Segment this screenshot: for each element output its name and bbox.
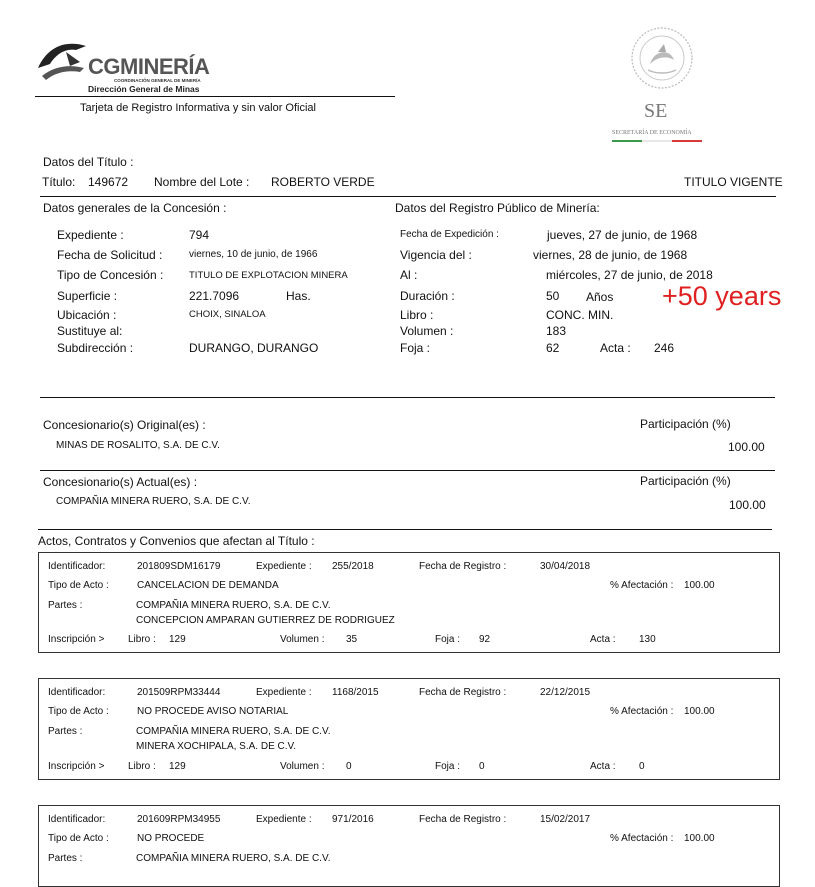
inscripcion-label: Inscripción > (48, 761, 105, 772)
vigencia-label: Vigencia del : (400, 248, 472, 262)
fecha-registro-label: Fecha de Registro : (419, 814, 507, 825)
parte-1: COMPAÑIA MINERA RUERO, S.A. DE C.V. (136, 853, 331, 864)
acto-expediente-label: Expediente : (256, 687, 312, 698)
expediente-label: Expediente : (57, 228, 124, 242)
fecha-registro-value: 15/02/2017 (540, 814, 591, 825)
tipo-concesion-label: Tipo de Concesión : (57, 268, 164, 282)
superficie-unit: Has. (286, 289, 311, 303)
tipo-acto-label: Tipo de Acto : (48, 580, 109, 591)
titulo-value: 149672 (88, 175, 129, 189)
sustituye-label: Sustituye al: (57, 324, 123, 338)
acto-id: 201809SDM16179 (137, 561, 221, 572)
lote-label: Nombre del Lote : (154, 175, 250, 189)
acto-expediente-label: Expediente : (256, 561, 312, 572)
insc-foja-label: Foja : (435, 761, 461, 772)
section-rule-3 (38, 529, 772, 530)
acto-id: 201609RPM34955 (137, 814, 221, 825)
al-value: miércoles, 27 de junio, de 2018 (546, 268, 713, 282)
insc-volumen-value: 0 (346, 761, 352, 772)
solicitud-value: viernes, 10 de junio, de 1966 (189, 249, 318, 260)
afectacion-label: % Afectación : (610, 580, 674, 591)
actual-name: COMPAÑIA MINERA RUERO, S.A. DE C.V. (56, 496, 251, 507)
identificador-label: Identificador: (48, 687, 106, 698)
subdireccion-label: Subdirección : (57, 341, 134, 355)
acto-card (38, 678, 780, 780)
header-rule (35, 96, 395, 97)
eagle-logo-icon (36, 38, 92, 82)
se-subtitle: SECRETARÍA DE ECONOMÍA (612, 130, 692, 136)
acto-expediente: 1168/2015 (332, 687, 379, 698)
tipo-acto-label: Tipo de Acto : (48, 706, 109, 717)
insc-acta-label: Acta : (590, 634, 616, 645)
superficie-label: Superficie : (57, 289, 118, 303)
flag-red-bar (672, 140, 702, 142)
acto-id: 201509RPM33444 (137, 687, 221, 698)
parte-1: COMPAÑIA MINERA RUERO, S.A. DE C.V. (136, 600, 331, 611)
insc-foja-value: 92 (479, 634, 491, 645)
logo-subtitle-2: Dirección General de Minas (88, 84, 200, 94)
lote-value: ROBERTO VERDE (271, 175, 375, 189)
section-rule-2 (40, 470, 775, 471)
duracion-unit: Años (586, 290, 614, 304)
expediente-value: 794 (189, 228, 210, 242)
acto-expediente-label: Expediente : (256, 814, 312, 825)
acto-expediente: 971/2016 (332, 814, 374, 825)
partes-label: Partes : (48, 726, 83, 737)
registro-heading: Datos del Registro Público de Minería: (395, 201, 600, 215)
insc-volumen-label: Volumen : (280, 761, 325, 772)
flag-white-bar (642, 140, 672, 142)
afectacion-label: % Afectación : (610, 833, 674, 844)
foja-value: 62 (546, 341, 560, 355)
insc-foja-value: 0 (479, 761, 485, 772)
fecha-registro-value: 30/04/2018 (540, 561, 591, 572)
logo-main-text: CGMINERÍA (88, 54, 210, 79)
afectacion-value: 100.00 (684, 706, 715, 717)
superficie-value: 221.7096 (189, 289, 240, 303)
parte-2: MINERA XOCHIPALA, S.A. DE C.V. (136, 741, 297, 752)
tipo-concesion-value: TITULO DE EXPLOTACION MINERA (189, 270, 348, 281)
tipo-acto-value: NO PROCEDE (137, 833, 205, 844)
insc-acta-label: Acta : (590, 761, 616, 772)
acta-label: Acta : (600, 341, 631, 355)
original-name: MINAS DE ROSALITO, S.A. DE C.V. (56, 440, 220, 451)
flag-green-bar (612, 140, 642, 142)
original-participation-label: Participación (%) (640, 417, 731, 431)
actos-heading: Actos, Contratos y Convenios que afectan al Título : (38, 534, 315, 548)
volumen-label: Volumen : (400, 324, 454, 338)
partes-label: Partes : (48, 600, 83, 611)
card-note: Tarjeta de Registro Informativa y sin valor Oficial (80, 102, 316, 114)
original-heading: Concesionario(s) Original(es) : (43, 418, 206, 432)
duracion-label: Duración : (400, 289, 455, 303)
fecha-registro-label: Fecha de Registro : (419, 561, 507, 572)
concesion-heading: Datos generales de la Concesión : (43, 201, 227, 215)
identificador-label: Identificador: (48, 561, 106, 572)
se-text: SE (644, 100, 668, 122)
actual-participation-label: Participación (%) (640, 474, 731, 488)
afectacion-value: 100.00 (684, 833, 715, 844)
actual-pct: 100.00 (729, 498, 766, 512)
afectacion-value: 100.00 (684, 580, 715, 591)
ubicacion-label: Ubicación : (57, 308, 117, 322)
volumen-value: 183 (546, 324, 567, 338)
parte-1: COMPAÑIA MINERA RUERO, S.A. DE C.V. (136, 726, 331, 737)
insc-acta-value: 130 (639, 634, 656, 645)
title-rule (40, 196, 776, 197)
expedicion-value: jueves, 27 de junio, de 1968 (547, 228, 698, 242)
title-status: TITULO VIGENTE (684, 175, 783, 189)
identificador-label: Identificador: (48, 814, 106, 825)
libro-label: Libro : (400, 308, 434, 322)
handwritten-annotation: +50 years (662, 281, 782, 311)
section-rule-1 (40, 397, 775, 398)
insc-volumen-value: 35 (346, 634, 358, 645)
insc-libro-value: 129 (169, 761, 186, 772)
parte-2: CONCEPCION AMPARAN GUTIERREZ DE RODRIGUEZ (136, 615, 395, 626)
fecha-registro-label: Fecha de Registro : (419, 687, 507, 698)
al-label: Al : (400, 268, 418, 282)
libro-value: CONC. MIN. (546, 308, 614, 322)
se-emblem (610, 26, 710, 146)
tipo-acto-value: CANCELACION DE DEMANDA (137, 580, 279, 591)
inscripcion-label: Inscripción > (48, 634, 105, 645)
insc-foja-label: Foja : (435, 634, 461, 645)
fecha-registro-value: 22/12/2015 (540, 687, 591, 698)
partes-label: Partes : (48, 853, 83, 864)
acta-value: 246 (654, 341, 675, 355)
titulo-label: Título: (42, 175, 76, 189)
subdireccion-value: DURANGO, DURANGO (189, 341, 319, 355)
acto-card (38, 552, 780, 653)
title-heading: Datos del Título : (43, 155, 134, 169)
foja-label: Foja : (400, 341, 431, 355)
ubicacion-value: CHOIX, SINALOA (189, 309, 266, 320)
tipo-acto-label: Tipo de Acto : (48, 833, 109, 844)
tipo-acto-value: NO PROCEDE AVISO NOTARIAL (137, 706, 289, 717)
insc-acta-value: 0 (639, 761, 645, 772)
original-pct: 100.00 (728, 440, 765, 454)
insc-libro-label: Libro : (128, 761, 156, 772)
logo-subtitle: COORDINACIÓN GENERAL DE MINERÍA (114, 78, 201, 83)
afectacion-label: % Afectación : (610, 706, 674, 717)
duracion-value: 50 (546, 289, 560, 303)
solicitud-label: Fecha de Solicitud : (57, 248, 163, 262)
insc-volumen-label: Volumen : (280, 634, 325, 645)
cgmineria-logo (36, 38, 226, 96)
acto-expediente: 255/2018 (332, 561, 374, 572)
national-seal-icon (630, 26, 694, 90)
insc-libro-value: 129 (169, 634, 186, 645)
actual-heading: Concesionario(s) Actual(es) : (43, 475, 198, 489)
vigencia-value: viernes, 28 de junio, de 1968 (533, 248, 688, 262)
expedicion-label: Fecha de Expedición : (400, 229, 499, 240)
insc-libro-label: Libro : (128, 634, 156, 645)
